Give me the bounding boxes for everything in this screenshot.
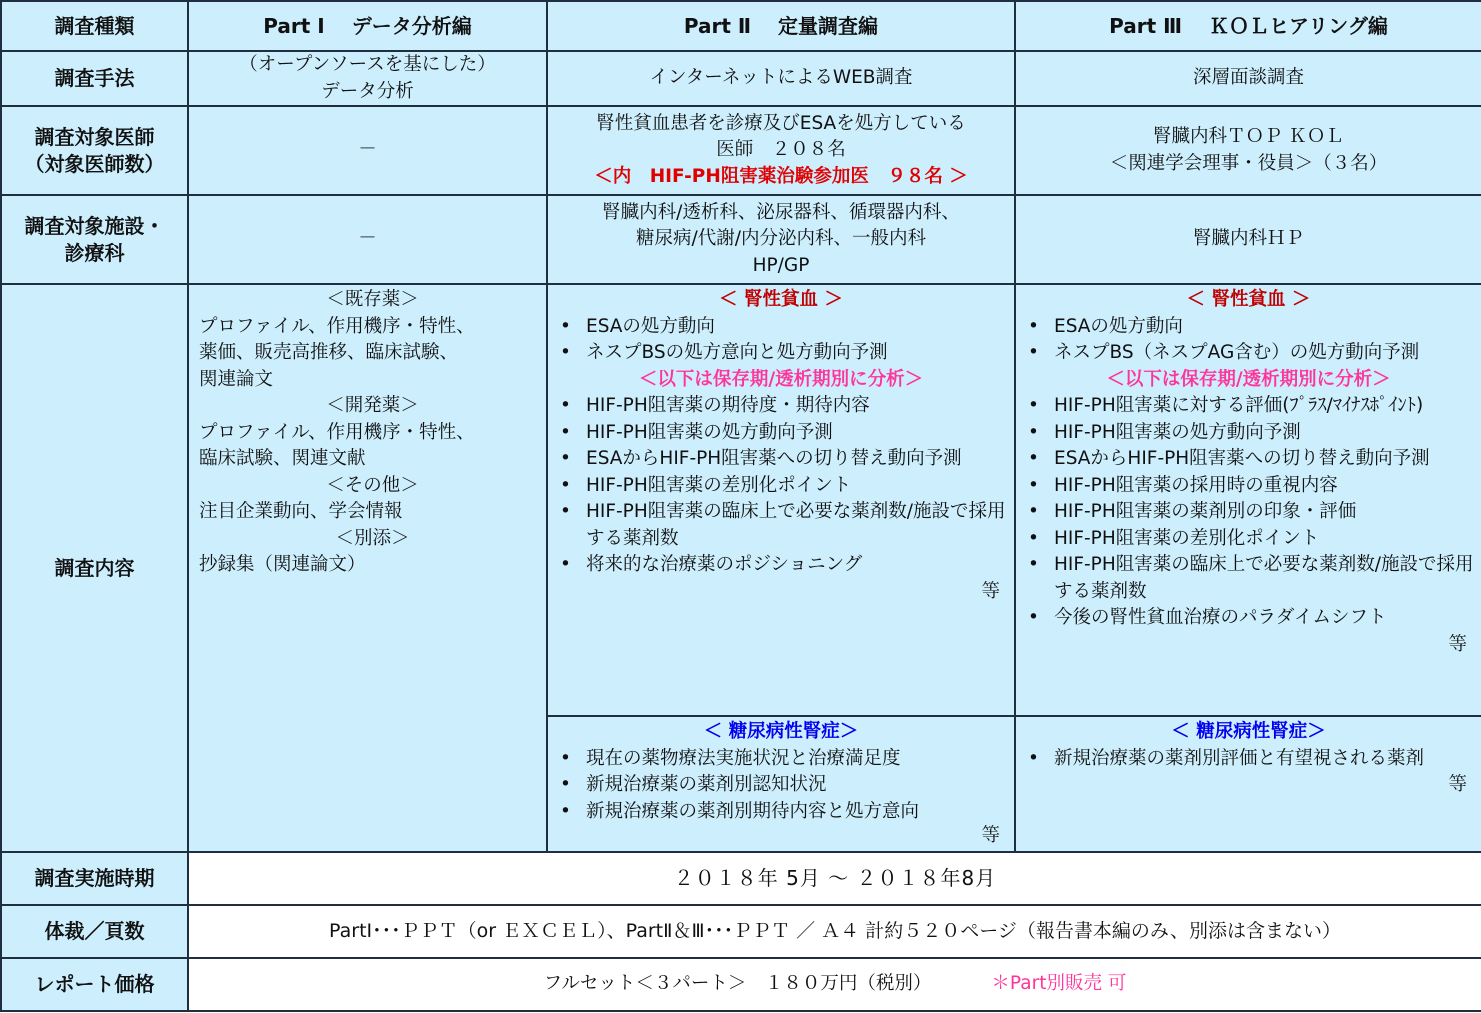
renal-items-b <box>1016 393 1481 632</box>
etc-mark: 等 <box>1448 774 1467 795</box>
content-part2-renal <box>547 284 1015 716</box>
facilities-row <box>1 195 1481 284</box>
bullet-icon: • <box>560 774 571 795</box>
price-cell <box>188 958 1481 1011</box>
list-item <box>1028 314 1481 341</box>
method-part3: 深層面談調査 <box>1015 51 1481 106</box>
bullet-icon: • <box>560 421 571 443</box>
price-note: ＊Part別販売 可 <box>991 973 1127 995</box>
existing-drugs-heading: ＜既存薬＞ <box>326 289 419 310</box>
existing-drugs-text: 関連論文 <box>199 368 274 390</box>
list-item-text: HIF-PH阻害薬に対する評価(ﾌﾟﾗｽ/ﾏｲﾅｽﾎﾟｲﾝﾄ) <box>1054 395 1424 416</box>
bullet-icon: • <box>560 342 571 363</box>
list-item-text: 現在の薬物療法実施状況と治療満足度 <box>586 747 901 769</box>
list-item-text: HIF-PH阻害薬の薬剤別の印象・評価 <box>1054 501 1357 522</box>
list-item-text: ネスプBS（ネスプAG含む）の処方動向予測 <box>1054 342 1420 363</box>
bullet-icon: • <box>560 474 571 496</box>
doctors-label-line1: 調査対象医師 <box>34 125 155 149</box>
list-item <box>1028 473 1481 500</box>
list-item <box>1028 499 1481 526</box>
content-row-renal <box>1 284 1481 716</box>
diabetic-nephropathy-title: ＜ 糖尿病性腎症＞ <box>1171 721 1326 742</box>
header-part1: Part Ⅰ データ分析編 <box>188 1 547 51</box>
doctors-part3-line2: ＜関連学会理事・役員＞（３名） <box>1109 152 1388 174</box>
renal-anemia-title: ＜ 腎性貧血 ＞ <box>719 289 843 310</box>
format-label: 体裁／頁数 <box>1 905 188 958</box>
bullet-icon: • <box>1028 474 1039 496</box>
bullet-icon: • <box>1028 501 1039 522</box>
diabetic-items <box>1016 746 1481 773</box>
method-row <box>1 51 1481 106</box>
method-part1 <box>188 51 547 106</box>
list-item-text: ESAからHIF-PH阻害薬への切り替え動向予測 <box>586 448 962 469</box>
renal-anemia-title: ＜ 腎性貧血 ＞ <box>1186 289 1311 310</box>
list-item-text: ESAの処方動向 <box>586 315 715 337</box>
price-value: フルセット＜３パート＞ １８０万円（税別） <box>543 973 932 995</box>
bullet-icon: • <box>560 501 571 522</box>
list-item-text: ESAの処方動向 <box>1054 315 1183 337</box>
development-drugs-text: プロファイル、作用機序・特性、 <box>199 421 475 443</box>
facilities-label-line1: 調査対象施設・ <box>24 214 165 238</box>
etc-mark: 等 <box>981 580 1000 602</box>
bullet-icon: • <box>1028 527 1039 549</box>
price-label: レポート価格 <box>1 958 188 1011</box>
content-part3-renal <box>1015 284 1481 716</box>
list-item <box>560 314 1014 341</box>
bullet-icon: • <box>560 315 571 337</box>
bullet-icon: • <box>560 395 571 416</box>
list-item-text: 将来的な治療薬のポジショニング <box>586 554 863 575</box>
bullet-icon: • <box>1028 342 1039 363</box>
list-item <box>1028 552 1481 605</box>
list-item <box>1028 526 1481 553</box>
method-part2: インターネットによるWEB調査 <box>547 51 1015 106</box>
renal-items-b <box>548 393 1014 579</box>
development-drugs-heading: ＜開発薬＞ <box>326 395 419 416</box>
existing-drugs-text: プロファイル、作用機序・特性、 <box>199 315 475 337</box>
diabetic-nephropathy-title: ＜ 糖尿病性腎症＞ <box>703 721 859 742</box>
list-item <box>560 473 1014 500</box>
facilities-label <box>1 195 188 284</box>
price-row <box>1 958 1481 1011</box>
doctors-part2-line1: 腎性貧血患者を診療及びESAを処方している <box>596 112 966 134</box>
etc-mark: 等 <box>1448 633 1467 655</box>
appendix-text: 抄録集（関連論文） <box>199 554 366 575</box>
content-part2-diabetic <box>547 716 1015 852</box>
analysis-subtitle: ＜以下は保存期/透析期別に分析＞ <box>638 368 924 390</box>
list-item <box>1028 420 1481 447</box>
list-item <box>560 499 1014 552</box>
bullet-icon: • <box>1028 554 1039 575</box>
content-part3-diabetic <box>1015 716 1481 852</box>
list-item <box>560 420 1014 447</box>
list-item-text: HIF-PH阻害薬の採用時の重視内容 <box>1054 474 1338 496</box>
content-label: 調査内容 <box>1 284 188 852</box>
content-part1 <box>188 284 547 852</box>
facilities-part1: － <box>188 195 547 284</box>
renal-items-a <box>1016 314 1481 367</box>
analysis-subtitle: ＜以下は保存期/透析期別に分析＞ <box>1106 368 1391 390</box>
bullet-icon: • <box>560 800 571 822</box>
doctors-label-line2: （対象医師数） <box>24 151 165 176</box>
format-value: PartⅠ･･･ＰＰＴ（or ＥＸＣＥＬ）、PartⅡ＆Ⅲ･･･ＰＰＴ ／ Ａ４ 計約５２０ページ（報告書本編のみ、別添は含まない） <box>188 905 1481 958</box>
appendix-heading: ＜別添＞ <box>335 527 410 549</box>
period-label: 調査実施時期 <box>1 852 188 905</box>
facilities-label-line2: 診療科 <box>64 240 125 265</box>
list-item <box>1028 393 1481 420</box>
existing-drugs-text: 薬価、販売高推移、臨床試験、 <box>199 342 459 363</box>
bullet-icon: • <box>1028 607 1039 628</box>
list-item-text: ESAからHIF-PH阻害薬への切り替え動向予測 <box>1054 448 1430 469</box>
list-item-text: 新規治療薬の薬剤別期待内容と処方意向 <box>586 800 920 822</box>
format-row <box>1 905 1481 958</box>
doctors-part3-line1: 腎臓内科ＴＯＰ ＫＯＬ <box>1153 126 1344 147</box>
facilities-part2-line2: 糖尿病/代謝/内分泌内科、一般内科 <box>636 228 926 250</box>
bullet-icon: • <box>1028 747 1039 769</box>
list-item <box>560 746 1014 773</box>
bullet-icon: • <box>1028 315 1039 337</box>
list-item <box>560 393 1014 420</box>
list-item-text: HIF-PH阻害薬の処方動向予測 <box>1054 421 1301 443</box>
period-row <box>1 852 1481 905</box>
diabetic-items <box>548 746 1014 826</box>
doctors-part2-trial-note: ＜内 HIF-PH阻害薬治験参加医 ９８名 ＞ <box>594 165 968 187</box>
doctors-label <box>1 106 188 195</box>
period-value: ２０１８年 5月 ～ ２０１８年8月 <box>188 852 1481 905</box>
list-item <box>1028 446 1481 473</box>
method-label: 調査手法 <box>1 51 188 106</box>
bullet-icon: • <box>560 747 571 769</box>
development-drugs-text: 臨床試験、関連文献 <box>199 448 366 469</box>
doctors-part3 <box>1015 106 1481 195</box>
list-item <box>560 772 1014 799</box>
list-item <box>560 340 1014 367</box>
bullet-icon: • <box>1028 421 1039 443</box>
doctors-row <box>1 106 1481 195</box>
list-item-text: 新規治療薬の薬剤別評価と有望視される薬剤 <box>1054 747 1425 769</box>
list-item-text: HIF-PH阻害薬の差別化ポイント <box>1054 527 1320 549</box>
facilities-part3: 腎臓内科ＨＰ <box>1015 195 1481 284</box>
header-label: 調査種類 <box>1 1 188 51</box>
list-item <box>560 446 1014 473</box>
method-part1-line1: （オープンソースを基にした） <box>239 54 496 75</box>
doctors-part1: － <box>188 106 547 195</box>
renal-items-a <box>548 314 1014 367</box>
facilities-part2-line3: HP/GP <box>752 254 810 276</box>
list-item-text: HIF-PH阻害薬の臨床上で必要な薬剤数/施設で採用する薬剤数 <box>586 501 1006 549</box>
bullet-icon: • <box>1028 448 1039 469</box>
list-item-text: HIF-PH阻害薬の処方動向予測 <box>586 421 833 443</box>
doctors-part2-line2: 医師 ２０８名 <box>716 139 846 161</box>
doctors-part2 <box>547 106 1015 195</box>
list-item-text: HIF-PH阻害薬の差別化ポイント <box>586 474 852 496</box>
other-text: 注目企業動向、学会情報 <box>199 501 403 522</box>
list-item <box>560 552 1014 579</box>
list-item-text: 今後の腎性貧血治療のパラダイムシフト <box>1054 607 1387 628</box>
etc-mark: 等 <box>981 825 1000 846</box>
method-part1-line2: データ分析 <box>321 80 414 102</box>
list-item <box>1028 340 1481 367</box>
list-item <box>1028 605 1481 632</box>
list-item-text: ネスプBSの処方意向と処方動向予測 <box>586 342 888 363</box>
other-heading: ＜その他＞ <box>326 474 419 496</box>
facilities-part2-line1: 腎臓内科/透析科、泌尿器科、循環器内科、 <box>602 201 960 223</box>
list-item-text: HIF-PH阻害薬の臨床上で必要な薬剤数/施設で採用する薬剤数 <box>1054 554 1474 602</box>
list-item <box>1028 746 1481 773</box>
list-item-text: HIF-PH阻害薬の期待度・期待内容 <box>586 395 870 416</box>
bullet-icon: • <box>560 448 571 469</box>
header-part3: Part Ⅲ ＫＯＬヒアリング編 <box>1015 1 1481 51</box>
bullet-icon: • <box>1028 395 1039 416</box>
header-row <box>1 1 1481 51</box>
bullet-icon: • <box>560 554 571 575</box>
list-item <box>560 799 1014 826</box>
header-part2: Part Ⅱ 定量調査編 <box>547 1 1015 51</box>
list-item-text: 新規治療薬の薬剤別認知状況 <box>586 774 827 795</box>
facilities-part2 <box>547 195 1015 284</box>
